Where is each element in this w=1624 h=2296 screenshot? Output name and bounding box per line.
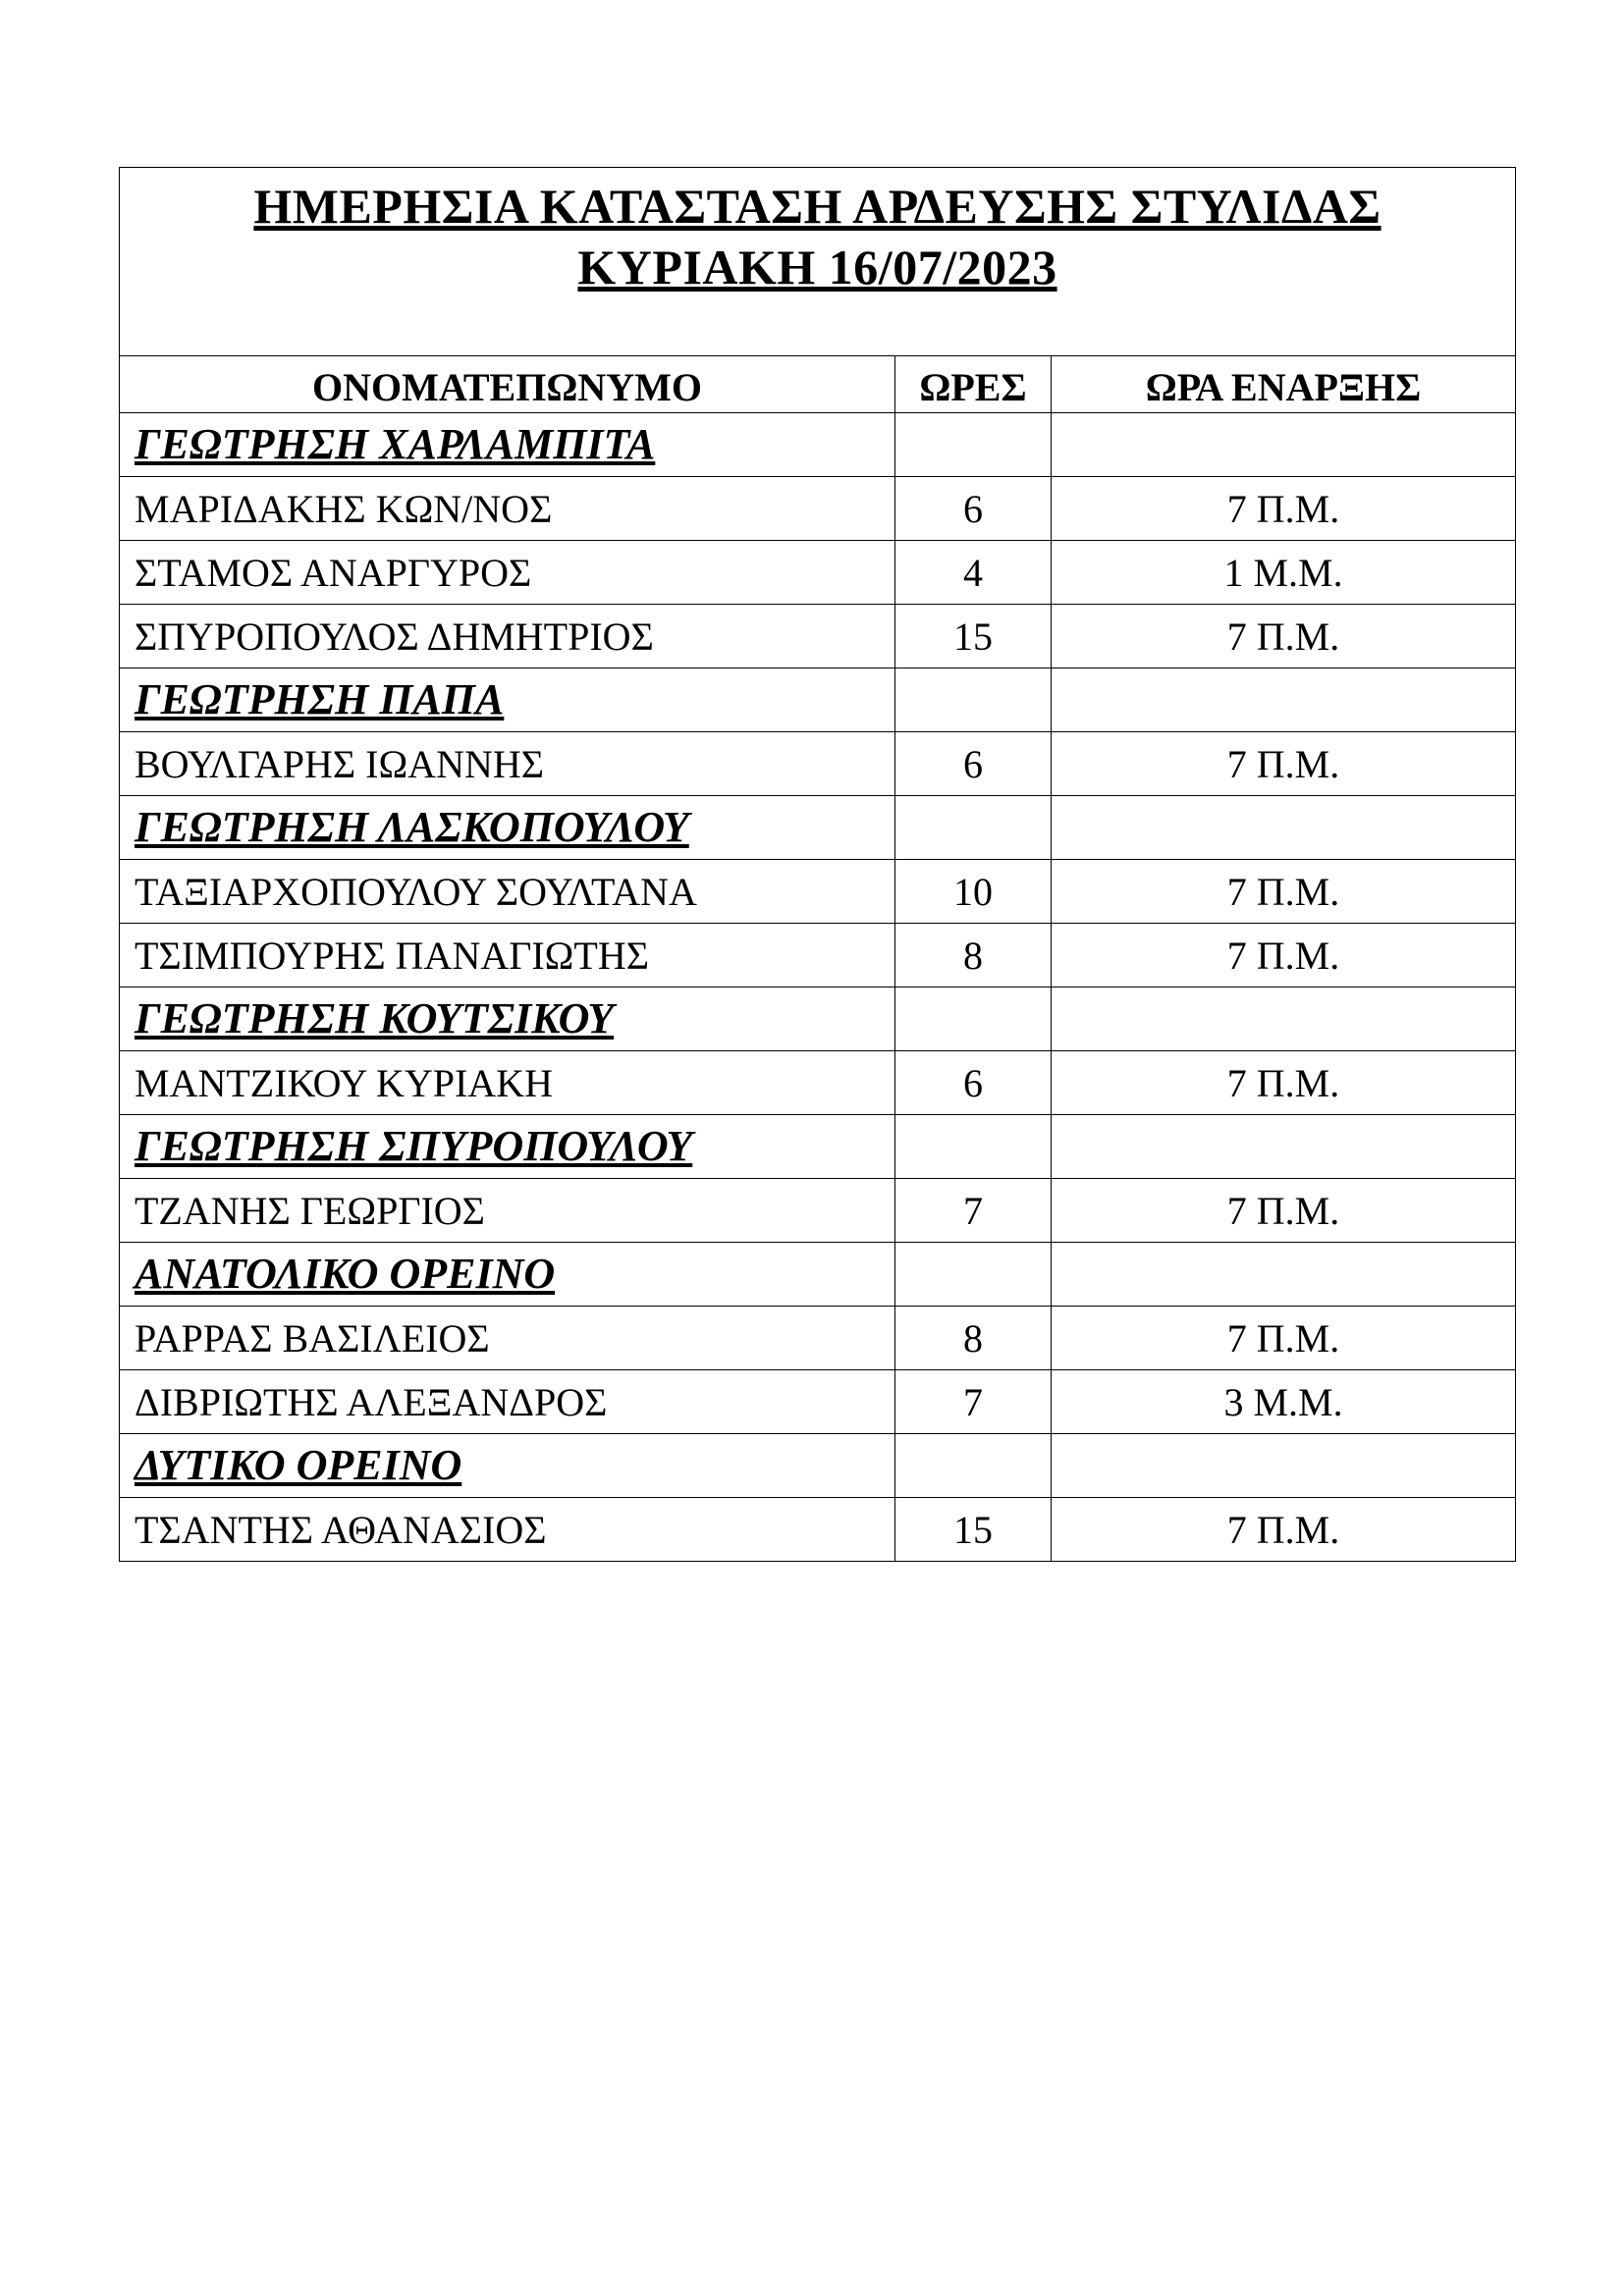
- group-name: ΓΕΩΤΡΗΣΗ ΛΑΣΚΟΠΟΥΛΟΥ: [120, 796, 895, 860]
- title-row: [120, 168, 1516, 356]
- hours-cell: 7: [895, 1179, 1052, 1243]
- hours-cell: 6: [895, 732, 1052, 796]
- table-row: [120, 1307, 1516, 1370]
- group-hours-cell: [895, 413, 1052, 477]
- person-name-cell: ΜΑΝΤΖΙΚΟΥ ΚΥΡΙΑΚΗ: [120, 1051, 895, 1115]
- hours-cell: 7: [895, 1370, 1052, 1434]
- hours-cell: 15: [895, 1498, 1052, 1562]
- column-header-name: ΟΝΟΜΑΤΕΠΩΝΥΜΟ: [120, 356, 895, 413]
- group-name: ΑΝΑΤΟΛΙΚΟ ΟΡΕΙΝΟ: [120, 1243, 895, 1307]
- table-row: [120, 1179, 1516, 1243]
- group-hours-cell: [895, 668, 1052, 732]
- person-name-cell: ΔΙΒΡΙΩΤΗΣ ΑΛΕΞΑΝΔΡΟΣ: [120, 1370, 895, 1434]
- column-header-hours: ΩΡΕΣ: [895, 356, 1052, 413]
- start-time-cell: 7 Π.Μ.: [1052, 860, 1516, 924]
- group-name: ΓΕΩΤΡΗΣΗ ΠΑΠΑ: [120, 668, 895, 732]
- column-header-row: [120, 356, 1516, 413]
- start-time-cell: 7 Π.Μ.: [1052, 1179, 1516, 1243]
- group-name: ΓΕΩΤΡΗΣΗ ΚΟΥΤΣΙΚΟΥ: [120, 988, 895, 1051]
- start-time-cell: 1 Μ.Μ.: [1052, 541, 1516, 605]
- hours-cell: 10: [895, 860, 1052, 924]
- person-name-cell: ΣΠΥΡΟΠΟΥΛΟΣ ΔΗΜΗΤΡΙΟΣ: [120, 605, 895, 668]
- hours-cell: 15: [895, 605, 1052, 668]
- start-time-cell: 7 Π.Μ.: [1052, 732, 1516, 796]
- hours-cell: 8: [895, 924, 1052, 988]
- group-start-cell: [1052, 413, 1516, 477]
- table-body: [120, 168, 1516, 1562]
- document-title: ΗΜΕΡΗΣΙΑ ΚΑΤΑΣΤΑΣΗ ΑΡΔΕΥΣΗΣ ΣΤΥΛΙΔΑΣ: [253, 179, 1381, 234]
- person-name-cell: ΤΑΞΙΑΡΧΟΠΟΥΛΟΥ ΣΟΥΛΤΑΝΑ: [120, 860, 895, 924]
- person-name-cell: ΣΤΑΜΟΣ ΑΝΑΡΓΥΡΟΣ: [120, 541, 895, 605]
- table-row: [120, 924, 1516, 988]
- hours-cell: 8: [895, 1307, 1052, 1370]
- group-start-cell: [1052, 668, 1516, 732]
- irrigation-schedule-sheet: [119, 167, 1515, 1562]
- title-cell: [120, 168, 1516, 356]
- start-time-cell: 7 Π.Μ.: [1052, 924, 1516, 988]
- group-name: ΓΕΩΤΡΗΣΗ ΣΠΥΡΟΠΟΥΛΟΥ: [120, 1115, 895, 1179]
- group-start-cell: [1052, 1115, 1516, 1179]
- start-time-cell: 7 Π.Μ.: [1052, 605, 1516, 668]
- hours-cell: 6: [895, 1051, 1052, 1115]
- hours-cell: 6: [895, 477, 1052, 541]
- table-row: [120, 860, 1516, 924]
- person-name-cell: ΡΑΡΡΑΣ ΒΑΣΙΛΕΙΟΣ: [120, 1307, 895, 1370]
- table-row: [120, 541, 1516, 605]
- group-row: [120, 988, 1516, 1051]
- start-time-cell: 7 Π.Μ.: [1052, 1051, 1516, 1115]
- hours-cell: 4: [895, 541, 1052, 605]
- person-name-cell: ΤΣΙΜΠΟΥΡΗΣ ΠΑΝΑΓΙΩΤΗΣ: [120, 924, 895, 988]
- table-row: [120, 1051, 1516, 1115]
- group-row: [120, 1243, 1516, 1307]
- group-row: [120, 413, 1516, 477]
- table-row: [120, 1498, 1516, 1562]
- group-start-cell: [1052, 1434, 1516, 1498]
- irrigation-table: [119, 167, 1516, 1562]
- group-hours-cell: [895, 1243, 1052, 1307]
- person-name-cell: ΤΖΑΝΗΣ ΓΕΩΡΓΙΟΣ: [120, 1179, 895, 1243]
- group-name: ΔΥΤΙΚΟ ΟΡΕΙΝΟ: [120, 1434, 895, 1498]
- person-name-cell: ΤΣΑΝΤΗΣ ΑΘΑΝΑΣΙΟΣ: [120, 1498, 895, 1562]
- group-row: [120, 1115, 1516, 1179]
- table-row: [120, 1370, 1516, 1434]
- start-time-cell: 7 Π.Μ.: [1052, 477, 1516, 541]
- group-start-cell: [1052, 796, 1516, 860]
- column-header-start-time: ΩΡΑ ΕΝΑΡΞΗΣ: [1052, 356, 1516, 413]
- start-time-cell: 7 Π.Μ.: [1052, 1307, 1516, 1370]
- group-row: [120, 668, 1516, 732]
- group-start-cell: [1052, 988, 1516, 1051]
- group-hours-cell: [895, 796, 1052, 860]
- group-hours-cell: [895, 1115, 1052, 1179]
- start-time-cell: 7 Π.Μ.: [1052, 1498, 1516, 1562]
- group-row: [120, 796, 1516, 860]
- table-row: [120, 477, 1516, 541]
- group-hours-cell: [895, 1434, 1052, 1498]
- start-time-cell: 3 Μ.Μ.: [1052, 1370, 1516, 1434]
- group-row: [120, 1434, 1516, 1498]
- person-name-cell: ΒΟΥΛΓΑΡΗΣ ΙΩΑΝΝΗΣ: [120, 732, 895, 796]
- table-row: [120, 732, 1516, 796]
- table-row: [120, 605, 1516, 668]
- document-date: ΚΥΡΙΑΚΗ 16/07/2023: [577, 240, 1057, 294]
- group-hours-cell: [895, 988, 1052, 1051]
- person-name-cell: ΜΑΡΙΔΑΚΗΣ ΚΩΝ/ΝΟΣ: [120, 477, 895, 541]
- group-start-cell: [1052, 1243, 1516, 1307]
- group-name: ΓΕΩΤΡΗΣΗ ΧΑΡΛΑΜΠΙΤΑ: [120, 413, 895, 477]
